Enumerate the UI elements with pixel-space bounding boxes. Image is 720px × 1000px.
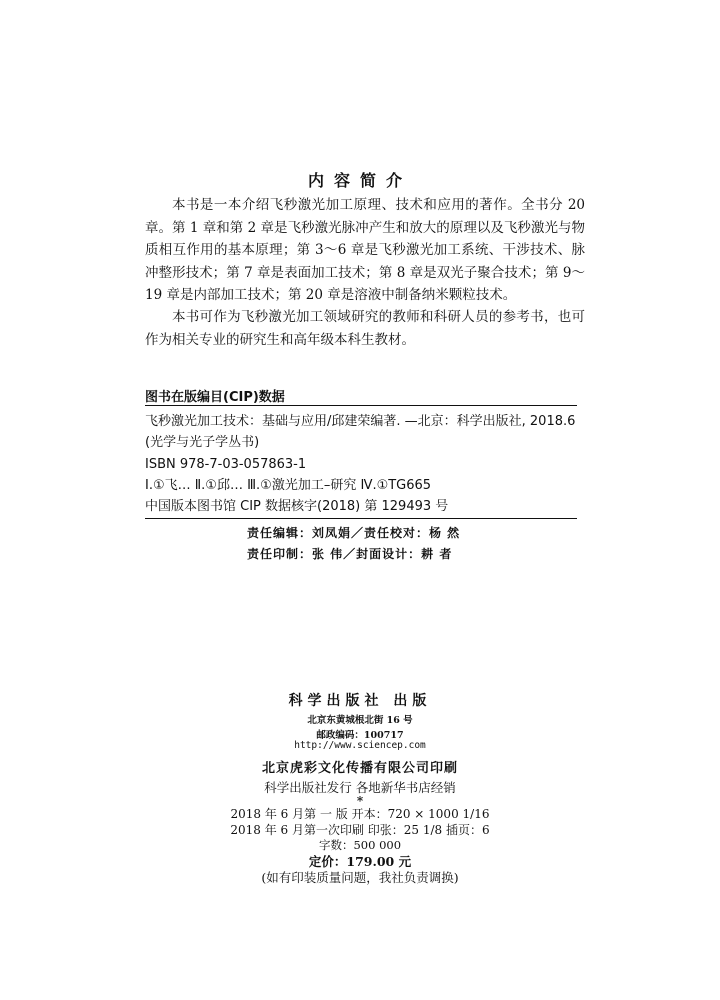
publisher-url: http://www.sciencep.com [294, 740, 426, 751]
summary-paragraph-1-text: 本书是一本介绍飞秒激光加工原理、技术和应用的著作。全书分 20 章。第 1 章和第 2 章是飞秒激光脉冲产生和放大的原理以及飞秒激光与物质相互作用的基本原理；第 3～6 章是飞秒激光加工系统、干涉技术、脉冲整形技术；第 7 章是表面加工技术；第 8 章是双光子聚合技术；第 9～19 章是内部加工技术；第 20 章是溶液中制备纳米颗粒技术。 [145, 197, 585, 304]
publisher-address: 北京东黄城根北街 16 号 [307, 715, 413, 726]
cip-block [145, 411, 585, 517]
cip-line-classification: Ⅰ.①飞… Ⅱ.①邱… Ⅲ.①激光加工–研究 Ⅳ.①TG665 [145, 477, 432, 493]
quality-note: (如有印装质量问题，我社负责调换) [261, 870, 459, 885]
price: 定价：179.00 元 [308, 854, 412, 869]
cip-top-rule [145, 405, 577, 406]
credits-block [247, 523, 460, 565]
cip-line-record: 中国版本图书馆 CIP 数据核字(2018) 第 129493 号 [145, 499, 449, 515]
cip-line-series: (光学与光子学丛书) [145, 435, 260, 451]
cip-line-isbn: ISBN 978-7-03-057863-1 [145, 456, 307, 472]
cip-bottom-rule [145, 518, 577, 519]
word-count: 字数：500 000 [318, 838, 402, 852]
summary-heading: 内容简介 [307, 171, 412, 190]
edition-line-2: 2018 年 6 月第一次印刷 印张：25 1/8 插页：6 [230, 823, 490, 837]
distribution-line: 科学出版社发行 各地新华书店经销 [264, 780, 456, 795]
publisher-name: 科学出版社 出版 [288, 693, 432, 709]
cip-title: 图书在版编目(CIP)数据 [145, 390, 285, 405]
credits-production: 责任印制：张 伟／封面设计：耕 者 [247, 547, 453, 561]
cip-line-title: 飞秒激光加工技术：基础与应用/邱建荣编著. —北京：科学出版社, 2018.6 [145, 414, 576, 429]
separator-star: * [356, 794, 364, 808]
edition-line-1: 2018 年 6 月第 一 版 开本：720 × 1000 1/16 [230, 807, 490, 821]
printer-name: 北京虎彩文化传播有限公司印刷 [261, 761, 458, 776]
postal-code: 邮政编码：100717 [316, 730, 404, 741]
credits-editors: 责任编辑：刘凤娟／责任校对：杨 然 [247, 526, 461, 540]
summary-paragraph-2 [145, 306, 585, 351]
summary-paragraph-2-text: 本书可作为飞秒激光加工领域研究的教师和科研人员的参考书，也可作为相关专业的研究生和高年级本科生教材。 [145, 309, 585, 348]
summary-paragraph-1 [145, 194, 585, 307]
